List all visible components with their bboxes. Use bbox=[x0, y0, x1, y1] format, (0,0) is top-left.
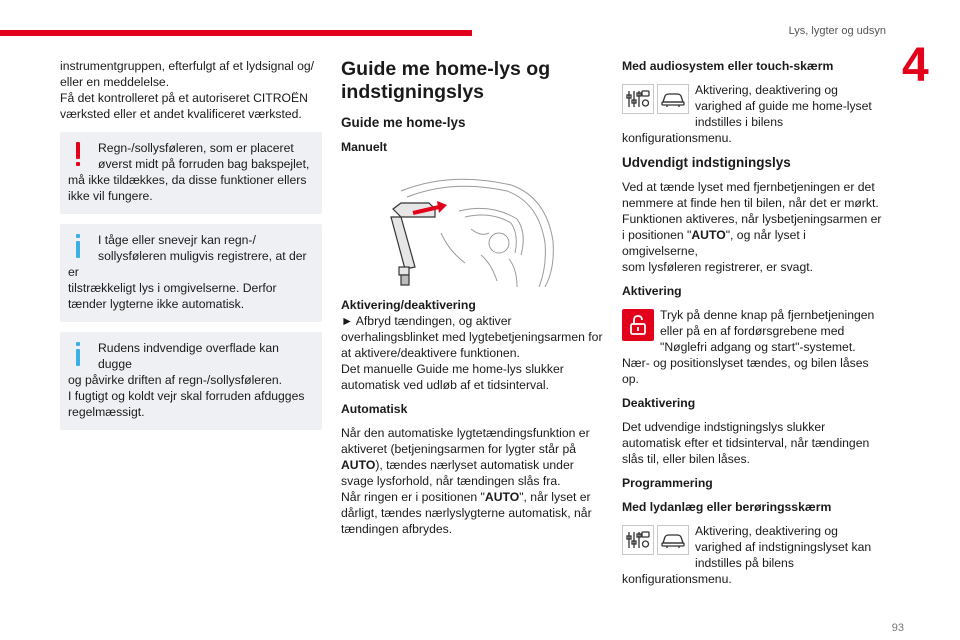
label-programming: Programmering bbox=[622, 476, 713, 490]
auto-keyword: AUTO bbox=[691, 228, 726, 242]
subsection-exterior-lighting: Udvendigt indstigningslys bbox=[622, 155, 791, 170]
info-icon bbox=[68, 232, 88, 262]
audio-settings-text: Aktivering, deaktivering og varighed af guide me home-lyset indstilles i bilens konfigurationsmenu. bbox=[622, 83, 872, 145]
warning-exclamation-icon bbox=[68, 140, 88, 170]
info-notice-mist bbox=[60, 332, 322, 430]
exterior-lighting-text: Ved at tænde lyset med fjernbetjeningen er det nemmere at finde hen til bilen, når det er mørkt. Funktionen aktiveres, når lysbetjeningsarmen er i positionen "AUTO", og når lyset i omgivelserne, som lysføleren registrerer, er svagt. bbox=[622, 180, 882, 274]
activation-paragraph bbox=[622, 307, 884, 387]
steering-lever-illustration bbox=[341, 163, 603, 291]
running-head: Lys, lygter og udsyn bbox=[788, 25, 886, 37]
label-media-touch: Med lydanlæg eller berøringsskærm bbox=[622, 500, 832, 514]
car-icon bbox=[657, 525, 689, 555]
intro-text: instrumentgruppen, efterfulgt af et lydsignal og/ eller en meddelelse. Få det kontrolleret på et autoriseret CITROËN værksted eller et andet kvalificeret værksted. bbox=[60, 59, 315, 121]
automatic-text-1: Når den automatiske lygtetændingsfunktion er aktiveret (betjeningsarmen for lygter står på AUTO), tændes nærlyset automatisk under svage lysforhold, når tændingen slås fra. bbox=[341, 426, 590, 488]
subsection-guide-me-home: Guide me home-lys bbox=[341, 115, 466, 130]
car-icon bbox=[657, 84, 689, 114]
deactivation-text: Det udvendige indstigningslys slukker automatisk efter et tidsinterval, når tændingen slås til, eller bilen låses. bbox=[622, 420, 870, 466]
warning-text: Regn-/sollysføleren, som er placeret øverst midt på forruden bag bakspejlet, må ikke tildækkes, da disse funktioner ellers ikke vil fungere. bbox=[68, 141, 310, 203]
info-icon bbox=[68, 340, 88, 370]
column-3 bbox=[622, 58, 884, 587]
auto-keyword: AUTO bbox=[341, 458, 376, 472]
audio-settings-paragraph bbox=[622, 82, 884, 146]
vehicle-settings-icon bbox=[622, 525, 654, 555]
section-title: Guide me home-lys og indstigningslys bbox=[341, 58, 551, 103]
info-notice-fog bbox=[60, 224, 322, 322]
label-deactivation: Deaktivering bbox=[622, 396, 696, 410]
config-icon-pair bbox=[622, 84, 689, 114]
label-activation: Aktivering bbox=[622, 284, 682, 298]
header-accent-bar bbox=[0, 30, 472, 36]
label-activation-deactivation: Aktivering/deaktivering bbox=[341, 298, 476, 312]
info-text-mist: Rudens indvendige overflade kan dugge og påvirke driften af regn-/sollysføleren. I fugtigt og koldt vejr skal forruden afdugges regelmæssigt. bbox=[68, 341, 305, 419]
vehicle-settings-icon bbox=[622, 84, 654, 114]
label-automatic: Automatisk bbox=[341, 402, 408, 416]
column-2 bbox=[341, 58, 603, 537]
media-settings-paragraph bbox=[622, 523, 884, 587]
warning-notice bbox=[60, 132, 322, 214]
chapter-number: 4 bbox=[902, 39, 929, 92]
activation-instructions: Tryk på denne knap på fjernbetjeningen eller på en af fordørsgrebene med "Nøglefri adgang og start"-systemet. Nær- og positionslyset tændes, og bilen låses op. bbox=[622, 308, 875, 386]
info-text-fog: I tåge eller snevejr kan regn-/ sollysføleren muligvis registrere, at der er tilstrækkeligt lys i omgivelserne. Derfor tænder lygterne ikke automatisk. bbox=[68, 233, 307, 311]
activation-text: ► Afbryd tændingen, og aktiver overhalingsblinket med lygtebetjeningsarmen for at aktivere/deaktivere funktionen. Det manuelle Guide me home-lys slukker automatisk ved udløb af et tidsinterval. bbox=[341, 314, 603, 392]
unlock-button-icon bbox=[622, 309, 654, 341]
auto-keyword: AUTO bbox=[484, 490, 520, 504]
config-icon-pair bbox=[622, 525, 689, 555]
column-1 bbox=[60, 58, 322, 430]
page-number: 93 bbox=[891, 622, 904, 634]
label-audio-touch: Med audiosystem eller touch-skærm bbox=[622, 59, 834, 73]
label-manual: Manuelt bbox=[341, 140, 388, 154]
automatic-text-2: Når ringen er i positionen "AUTO", når lyset er dårligt, tændes nærlyslygterne automatisk, når tændingen afbrydes. bbox=[341, 490, 592, 536]
media-settings-text: Aktivering, deaktivering og varighed af indstigningslyset kan indstilles på bilens konfigurationsmenu. bbox=[622, 524, 872, 586]
